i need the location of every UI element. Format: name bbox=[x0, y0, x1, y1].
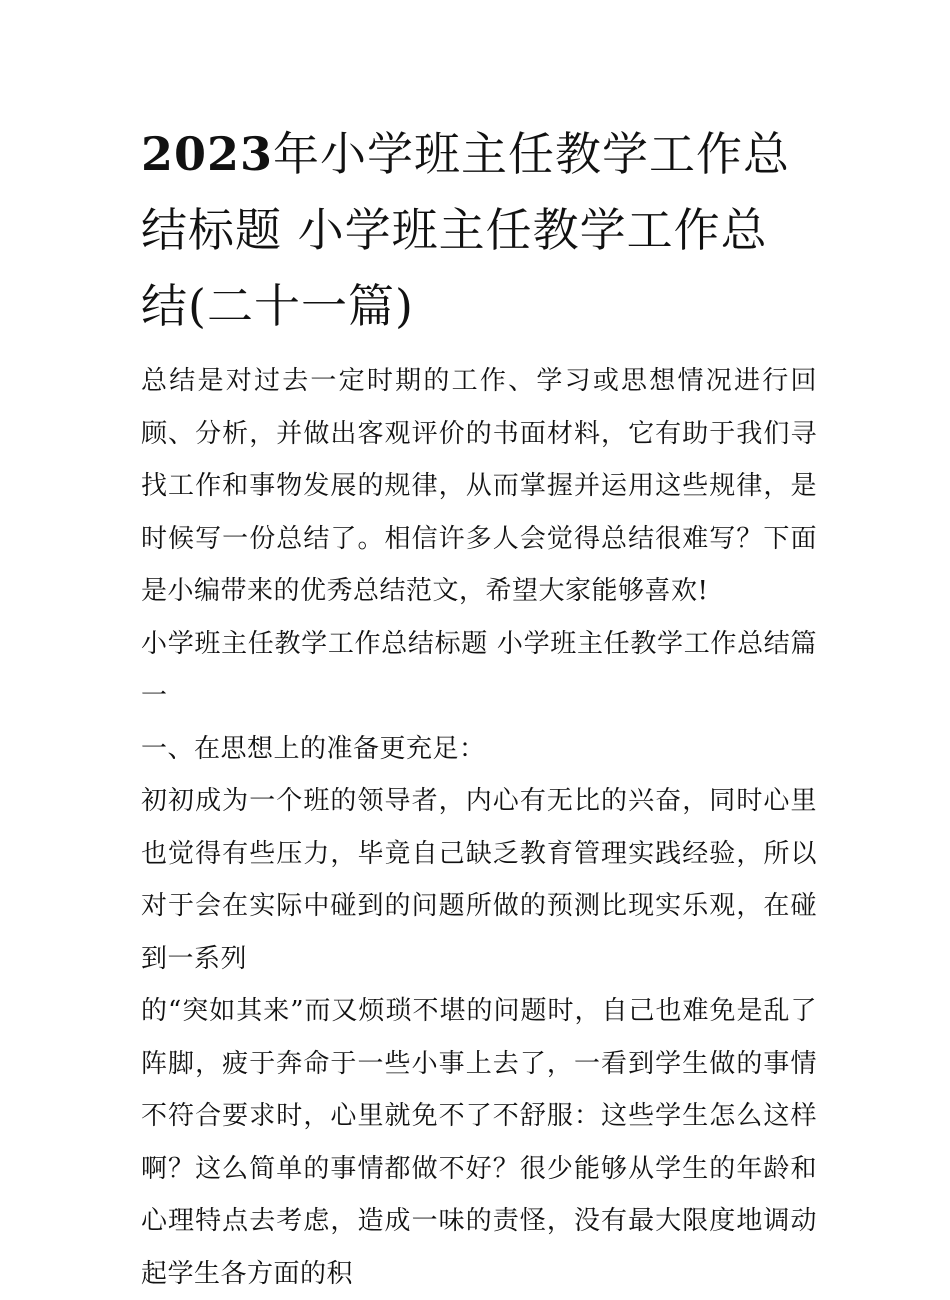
document-body bbox=[141, 355, 817, 1300]
subsection-heading: 一、在思想上的准备更充足： bbox=[141, 733, 486, 764]
document-title bbox=[141, 116, 811, 344]
title-text: 年小学班主任教学工作总结标题 小学班主任教学工作总结(二十一篇) bbox=[141, 127, 791, 333]
intro-paragraph: 总结是对过去一定时期的工作、学习或思想情况进行回顾、分析，并做出客观评价的书面材料，它有助于我们寻找工作和事物发展的规律，从而掌握并运用这些规律，是时候写一份总结了。相信许多人会觉得总结很难写？下面是小编带来的优秀总结范文，希望大家能够喜欢! bbox=[141, 366, 817, 606]
body-paragraph: 初初成为一个班的领导者，内心有无比的兴奋，同时心里也觉得有些压力，毕竟自己缺乏教育管理实践经验，所以对于会在实际中碰到的问题所做的预测比现实乐观，在碰到一系列 bbox=[141, 786, 817, 974]
title-year: 2023 bbox=[141, 127, 274, 181]
section-heading: 小学班主任教学工作总结标题 小学班主任教学工作总结篇一 bbox=[141, 628, 817, 711]
body-paragraph: 的“突如其来”而又烦琐不堪的问题时，自己也难免是乱了阵脚，疲于奔命于一些小事上去了，一看到学生做的事情不符合要求时，心里就免不了不舒服：这些学生怎么这样啊？这么简单的事情都做不好？很少能够从学生的年龄和心理特点去考虑，造成一味的责怪，没有最大限度地调动起学生各方面的积 bbox=[141, 996, 817, 1289]
